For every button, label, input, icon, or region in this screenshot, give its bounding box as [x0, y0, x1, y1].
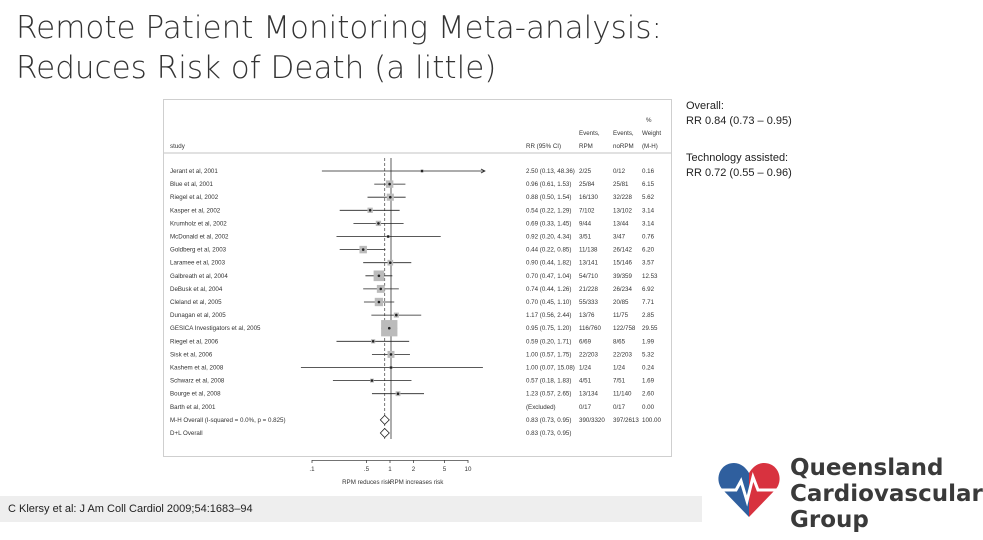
header-events-norpm-2: noRPM — [613, 143, 634, 150]
summary-ci-text: 0.83 (0.73, 0.95) — [526, 430, 572, 437]
study-weight: 3.14 — [642, 207, 655, 215]
study-label: Dunagan et al, 2005 — [170, 312, 226, 320]
study-ci-text: 1.17 (0.56, 2.44) — [526, 312, 572, 320]
study-label: Kashem et al, 2008 — [170, 364, 224, 372]
summary-ci-text: 0.83 (0.73, 0.95) — [526, 416, 572, 424]
study-weight: 7.71 — [642, 299, 655, 306]
study-events-rpm: 2/25 — [579, 168, 592, 175]
study-point — [388, 327, 391, 330]
study-events-norpm: 11/140 — [613, 390, 632, 398]
study-events-rpm: 116/760 — [579, 325, 601, 333]
study-ci-text: 0.74 (0.44, 1.26) — [526, 285, 572, 293]
x-tick-label: 5 — [442, 466, 447, 473]
slide-title-line1: Remote Patient Monitoring Meta-analysis: — [16, 10, 662, 46]
study-weight: 6.20 — [642, 246, 655, 254]
study-events-norpm: 122/758 — [613, 325, 636, 333]
study-ci-text: 0.88 (0.50, 1.54) — [526, 194, 572, 202]
study-weight: 6.15 — [642, 181, 655, 189]
study-events-norpm: 1/24 — [613, 364, 626, 372]
study-events-norpm: 13/102 — [613, 207, 632, 215]
header-weight-3: (M-H) — [642, 143, 658, 150]
study-point — [378, 275, 381, 278]
study-events-rpm: 25/84 — [579, 181, 595, 189]
study-events-rpm: 11/138 — [579, 246, 598, 254]
study-ci-text: (Excluded) — [526, 403, 556, 411]
study-weight: 5.32 — [642, 351, 655, 359]
x-tick-label: .5 — [363, 466, 370, 473]
study-weight: 29.55 — [642, 325, 658, 333]
logo-wordmark — [790, 455, 983, 533]
study-events-rpm: 13/141 — [579, 259, 598, 267]
study-label: Krumholz et al, 2002 — [170, 220, 227, 228]
study-events-norpm: 11/75 — [613, 312, 629, 320]
study-events-norpm: 32/228 — [613, 194, 632, 202]
study-point — [421, 170, 424, 173]
summary-diamond — [380, 415, 389, 424]
forest-plot-svg — [164, 100, 671, 456]
summary-events-norpm: 397/2613 — [613, 416, 639, 424]
summary-label: D+L Overall — [170, 430, 203, 437]
summary-events-rpm: 390/3320 — [579, 416, 605, 424]
header-events-rpm-1: Events, — [579, 130, 600, 137]
x-label-right: RPM increases risk — [390, 479, 444, 486]
slide-title — [16, 8, 736, 88]
study-weight: 0.24 — [642, 364, 655, 372]
study-events-rpm: 16/130 — [579, 194, 598, 202]
study-events-norpm: 13/44 — [613, 220, 629, 228]
study-point — [388, 183, 391, 186]
study-events-rpm: 7/102 — [579, 207, 595, 215]
study-label: GESICA Investigators et al, 2005 — [170, 325, 261, 333]
study-ci-text: 1.00 (0.07, 15.08) — [526, 364, 575, 372]
study-events-rpm: 22/203 — [579, 351, 598, 359]
study-events-norpm: 26/234 — [613, 285, 632, 293]
x-tick-label: 1 — [388, 466, 392, 473]
study-label: Barth et al, 2001 — [170, 403, 216, 411]
study-ci-text: 0.70 (0.47, 1.04) — [526, 272, 572, 280]
study-weight: 5.62 — [642, 194, 655, 202]
technology-label: Technology assisted: — [686, 152, 789, 164]
study-events-rpm: 13/134 — [579, 390, 598, 398]
study-label: Riegel et al, 2006 — [170, 338, 219, 346]
citation-bar — [0, 496, 702, 522]
study-point — [387, 235, 390, 238]
study-label: Cleland et al, 2005 — [170, 299, 222, 306]
logo-line2: Cardiovascular — [790, 481, 983, 507]
study-point — [362, 248, 365, 251]
study-events-rpm: 21/228 — [579, 285, 598, 293]
x-label-left: RPM reduces risk — [342, 479, 391, 486]
study-events-rpm: 3/51 — [579, 233, 592, 241]
header-study: study — [170, 143, 185, 150]
header-events-rpm-2: RPM — [579, 143, 593, 150]
logo-line1: Queensland — [790, 455, 944, 481]
study-events-norpm: 20/85 — [613, 299, 629, 306]
study-label: Schwarz et al, 2008 — [170, 377, 225, 385]
study-label: Riegel et al, 2002 — [170, 194, 219, 202]
study-label: Blue et al, 2001 — [170, 181, 214, 189]
study-events-norpm: 7/51 — [613, 377, 626, 385]
logo — [716, 455, 983, 535]
study-events-norpm: 8/65 — [613, 338, 626, 346]
study-ci-text: 0.95 (0.75, 1.20) — [526, 325, 572, 333]
study-events-norpm: 26/142 — [613, 246, 632, 254]
study-ci-text: 0.54 (0.22, 1.29) — [526, 207, 572, 215]
study-point — [371, 379, 374, 382]
study-ci-text: 1.23 (0.57, 2.65) — [526, 390, 572, 398]
study-events-rpm: 4/51 — [579, 377, 592, 385]
summary-label: M-H Overall (I-squared = 0.0%, p = 0.825) — [170, 416, 286, 424]
study-label: Sisk et al, 2006 — [170, 351, 213, 359]
study-weight: 0.16 — [642, 168, 655, 175]
study-events-rpm: 13/76 — [579, 312, 595, 320]
study-weight: 3.57 — [642, 259, 655, 267]
header-weight-1: % — [646, 117, 652, 124]
summary-weight: 100.00 — [642, 416, 661, 424]
study-ci-text: 0.57 (0.18, 1.83) — [526, 377, 572, 385]
study-ci-text: 0.96 (0.61, 1.53) — [526, 181, 572, 189]
x-tick-label: 10 — [464, 466, 472, 473]
study-ci-text: 0.90 (0.44, 1.82) — [526, 259, 572, 267]
forest-axis — [290, 460, 510, 490]
overall-label: Overall: — [686, 100, 724, 112]
study-ci-text: 2.50 (0.13, 48.36) — [526, 168, 575, 175]
study-point — [390, 353, 393, 356]
study-label: Goldberg et al, 2003 — [170, 246, 227, 254]
overall-result — [686, 99, 792, 129]
overall-value: RR 0.84 (0.73 – 0.95) — [686, 115, 792, 127]
logo-line3: Group — [790, 507, 869, 533]
study-ci-text: 0.44 (0.22, 0.85) — [526, 246, 572, 254]
study-weight: 2.85 — [642, 312, 655, 320]
study-ci-text: 0.59 (0.20, 1.71) — [526, 338, 572, 346]
study-events-norpm: 0/17 — [613, 403, 626, 411]
study-point — [378, 301, 381, 304]
study-events-norpm: 39/359 — [613, 272, 632, 280]
study-point — [389, 261, 392, 264]
study-weight: 1.69 — [642, 377, 655, 385]
header-events-norpm-1: Events, — [613, 130, 634, 137]
study-events-norpm: 3/47 — [613, 233, 626, 241]
study-ci-text: 0.69 (0.33, 1.45) — [526, 220, 572, 228]
study-label: Galbreath et al, 2004 — [170, 272, 228, 280]
forest-plot — [163, 99, 672, 457]
study-events-rpm: 9/44 — [579, 220, 592, 228]
study-events-rpm: 6/69 — [579, 338, 592, 346]
study-weight: 12.53 — [642, 272, 658, 280]
study-ci-text: 1.00 (0.57, 1.75) — [526, 351, 572, 359]
x-tick-label: .1 — [309, 466, 315, 473]
study-ci-text: 0.70 (0.45, 1.10) — [526, 299, 572, 306]
citation-text: C Klersy et al: J Am Coll Cardiol 2009;54:1683–94 — [8, 503, 253, 515]
study-events-norpm: 22/203 — [613, 351, 632, 359]
study-point — [397, 392, 400, 395]
study-point — [390, 366, 393, 369]
study-label: McDonald et al, 2002 — [170, 233, 229, 241]
study-events-rpm: 0/17 — [579, 403, 592, 411]
study-weight: 2.60 — [642, 390, 655, 398]
study-point — [389, 196, 392, 199]
technology-result — [686, 151, 792, 181]
study-events-rpm: 1/24 — [579, 364, 592, 372]
study-events-norpm: 25/81 — [613, 181, 629, 189]
study-label: Kasper et al, 2002 — [170, 207, 221, 215]
study-events-rpm: 55/333 — [579, 299, 598, 306]
study-weight: 3.14 — [642, 220, 655, 228]
header-weight-2: Weight — [642, 130, 662, 137]
x-tick-label: 2 — [411, 466, 416, 473]
study-point — [372, 340, 375, 343]
study-point — [380, 288, 383, 291]
study-weight: 0.76 — [642, 233, 655, 241]
study-point — [395, 314, 398, 317]
study-events-rpm: 54/710 — [579, 272, 598, 280]
study-ci-text: 0.92 (0.20, 4.34) — [526, 233, 572, 241]
study-label: Jerant et al, 2001 — [170, 168, 218, 175]
slide-title-line2: Reduces Risk of Death (a little) — [16, 50, 497, 86]
forest-axis-svg — [290, 460, 510, 490]
study-label: Laramee et al, 2003 — [170, 259, 226, 267]
study-label: DeBusk et al, 2004 — [170, 285, 223, 293]
study-events-norpm: 0/12 — [613, 168, 626, 175]
study-events-norpm: 15/146 — [613, 259, 632, 267]
study-weight: 1.99 — [642, 338, 655, 346]
heart-logo-icon — [716, 459, 782, 521]
summary-diamond — [380, 429, 389, 438]
study-weight: 0.00 — [642, 403, 655, 411]
technology-value: RR 0.72 (0.55 – 0.96) — [686, 167, 792, 179]
study-point — [377, 222, 380, 225]
study-weight: 6.92 — [642, 285, 655, 293]
header-rr: RR (95% CI) — [526, 143, 562, 150]
study-label: Bourge et al, 2008 — [170, 390, 221, 398]
study-point — [369, 209, 372, 212]
